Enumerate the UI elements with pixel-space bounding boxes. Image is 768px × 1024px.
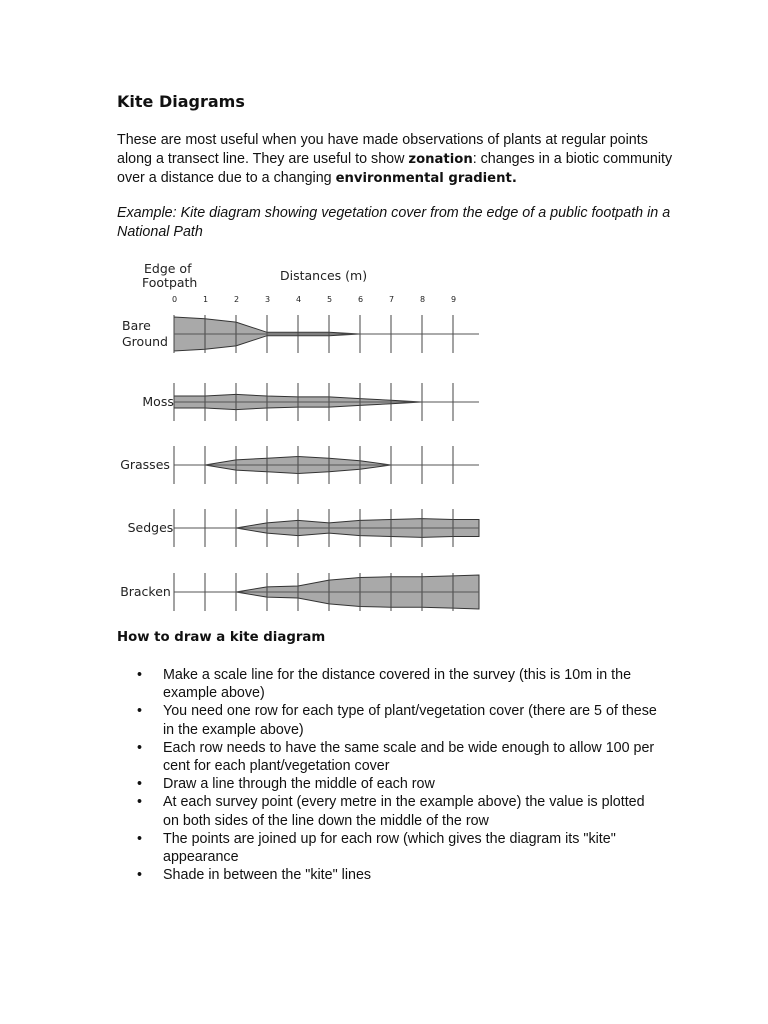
tick-label: 8 [420,295,426,304]
page-title: Kite Diagrams [117,92,245,111]
kite-diagram [110,255,485,615]
tick-label: 2 [234,295,240,304]
list-item: • Each row needs to have the same scale and be wide enough to allow 100 per cent for each plant/vegetation cover [117,739,657,775]
term-zonation: zonation [408,151,473,167]
list-item: • The points are joined up for each row (which gives the diagram its "kite" appearance [117,830,657,866]
list-item: • Make a scale line for the distance covered in the survey (this is 10m in the example above) [117,666,657,702]
tick-label: 1 [203,295,209,304]
intro-paragraph [117,131,677,189]
row-label: Moss [142,394,174,409]
row-label-line2: Ground [122,334,168,349]
tick-labels [172,295,456,304]
tick-label: 6 [358,295,364,304]
tick-label: 3 [265,295,271,304]
list-item: • Draw a line through the middle of each row [117,775,657,793]
corner-label-line2: Footpath [142,275,198,290]
list-item: • At each survey point (every metre in the example above) the value is plotted on both sides of the line down the middle of the row [117,793,657,829]
example-caption: Example: Kite diagram showing vegetation cover from the edge of a public footpath in a National Path [117,205,671,240]
kite-rows [120,315,479,611]
kite-row [120,573,479,611]
intro-text-1: These are most useful when you have made observations of plants at regular points along a transect line. They are useful to show [117,132,648,167]
how-to-heading: How to draw a kite diagram [117,630,326,645]
tick-label: 9 [451,295,457,304]
axis-title: Distances (m) [280,268,368,283]
row-label: Bracken [120,584,171,599]
list-item: • Shade in between the "kite" lines [117,866,657,884]
list-item: • You need one row for each type of plant/vegetation cover (there are 5 of these in the example above) [117,702,657,738]
tick-label: 5 [327,295,333,304]
kite-diagram-svg [110,255,485,615]
corner-label-line1: Edge of [144,261,192,276]
kite-row [128,509,479,547]
row-label: Sedges [127,520,174,535]
term-environmental-gradient: environmental gradient. [335,171,517,187]
kite-row [120,446,479,484]
tick-label: 0 [172,295,178,304]
kite-row [122,315,479,353]
tick-label: 7 [389,295,395,304]
row-label: Grasses [120,457,170,472]
steps-list [117,666,657,884]
row-label: Bare [122,318,151,333]
kite-row [142,383,479,421]
tick-label: 4 [296,295,302,304]
intro-text-2: : changes in a biotic community over a distance due to a changing [117,150,673,187]
